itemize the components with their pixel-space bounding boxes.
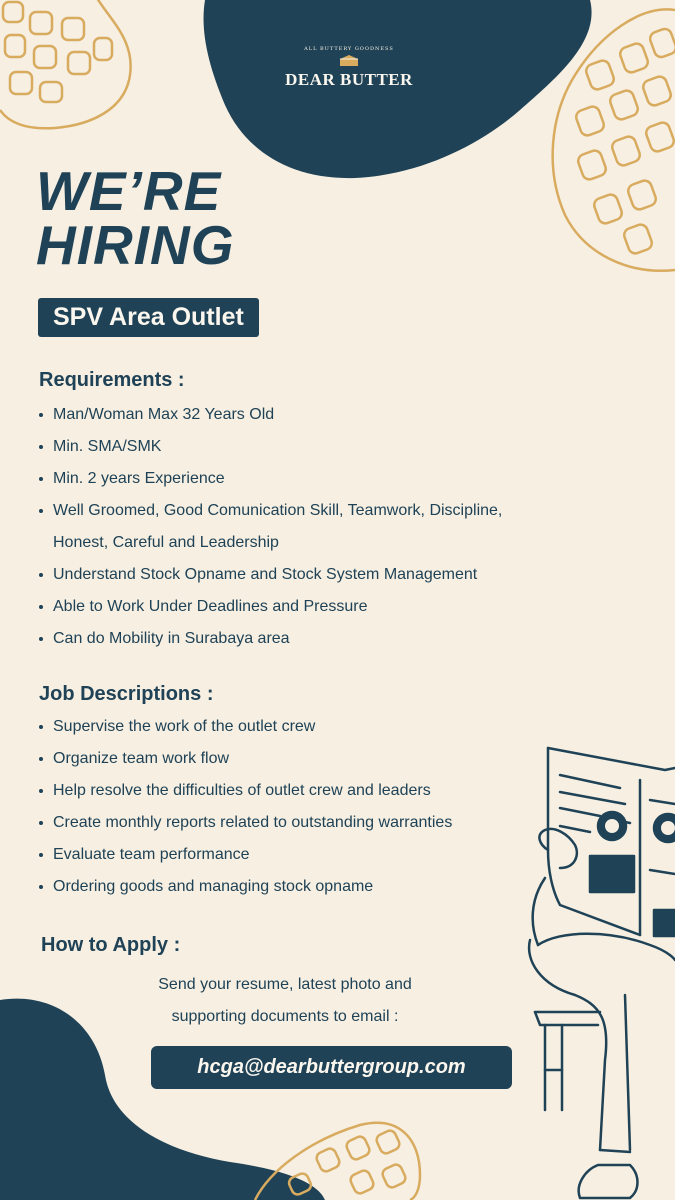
brand-logo [274,46,424,90]
apply-instructions [145,969,425,1033]
job-descriptions-list [38,711,452,903]
email-address[interactable]: hcga@dearbuttergroup.com [151,1046,512,1089]
position-badge: SPV Area Outlet [38,298,259,337]
hiring-headline [36,160,235,276]
list-item-continuation: Honest, Careful and Leadership [53,534,279,551]
headline-line-1: WE’RE [36,160,222,222]
list-item: Able to Work Under Deadlines and Pressure [38,591,502,623]
list-item: Organize team work flow [38,743,452,775]
requirements-list [38,399,502,655]
waffle-top-left [0,0,131,128]
list-item: Ordering goods and managing stock opname [38,871,452,903]
apply-line-1: Send your resume, latest photo and [158,976,412,993]
list-item: Min. 2 years Experience [38,463,502,495]
apply-line-2: supporting documents to email : [171,1008,399,1025]
list-item: Evaluate team performance [38,839,452,871]
list-item: Understand Stock Opname and Stock System Management [38,559,502,591]
list-item: Create monthly reports related to outstanding warranties [38,807,452,839]
headline-line-2: HIRING [36,214,235,276]
butter-icon [338,54,360,68]
job-descriptions-title: Job Descriptions : [39,683,214,705]
list-item: Man/Woman Max 32 Years Old [38,399,502,431]
list-item: Can do Mobility in Surabaya area [38,623,502,655]
list-item: Well Groomed, Good Comunication Skill, Teamwork, Discipline, [38,495,502,527]
brand-name: DEAR BUTTER [285,70,413,89]
brand-tagline: ALL BUTTERY GOODNESS [304,46,394,52]
list-item: Min. SMA/SMK [38,431,502,463]
list-item: Supervise the work of the outlet crew [38,711,452,743]
how-to-apply-title: How to Apply : [41,934,181,956]
man-reading-newspaper-illustration [529,748,675,1198]
requirements-title: Requirements : [39,369,185,391]
list-item: Help resolve the difficulties of outlet crew and leaders [38,775,452,807]
